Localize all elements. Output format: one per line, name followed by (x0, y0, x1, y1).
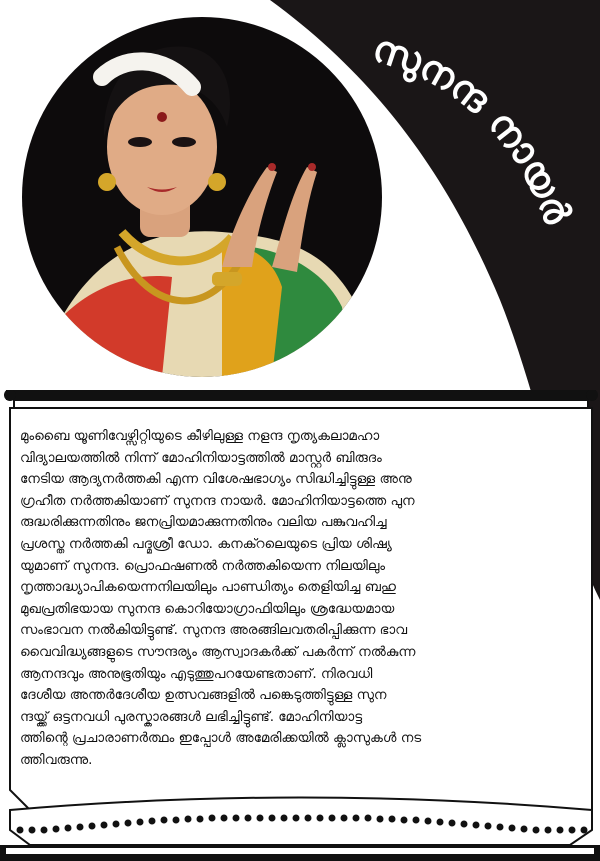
text-line: ത്തിന്റെ പ്രചാരാണർത്ഥം ഇപ്പോൾ അമേരിക്കയിൽ ക്ലാസുകൾ നട (20, 730, 422, 747)
text-line: ത്തിവരുന്നു. (20, 751, 93, 768)
text-line: മുഖപ്രതിഭയായ സുനന്ദ കൊറിയോഗ്രാഫിയിലും ശ്രദ്ധേയമായ (20, 600, 395, 617)
text-line: വൈവിദ്ധ്യങ്ങളുടെ സൗന്ദര്യം ആസ്വാദകർക്ക് പകർന്ന് നൽകുന്ന (20, 643, 416, 660)
text-line: ന്ദയ്ക്ക് ഒട്ടനവധി പുരസ്കാരങ്ങൾ ലഭിച്ചിട്ടുണ്ട്. മോഹിനിയാട്ട (20, 708, 363, 725)
text-line: പ്രശസ്ത നർത്തകി പദ്മശ്രീ ഡോ. കനക്റലെയുടെ പ്രിയ ശിഷ്യ (20, 535, 392, 552)
text-line: ഗ്രഹീത നർത്തകിയാണ് സുനന്ദ നായർ. മോഹിനിയാട്ടത്തെ പുന (20, 492, 415, 509)
text-line: രുദ്ധരിക്കുന്നതിനും ജനപ്രിയമാക്കുന്നതിനും വലിയ പങ്കുവഹിച്ച (20, 514, 387, 531)
text-line: സംഭാവന നൽകിയിട്ടുണ്ട്. സുനന്ദ അരങ്ങിലവതരിപ്പിക്കുന്ന ഭാവ (20, 622, 408, 639)
text-line: നേടിയ ആദ്യനർത്തകി എന്ന വിശേഷഭാഗ്യം സിദ്ധിച്ചിട്ടുള്ള അനു (20, 471, 412, 488)
text-line: വിദ്യാലയത്തിൽ നിന്ന് മോഹിനിയാട്ടത്തിൽ മാസ്റ്റർ ബിരുദം (20, 449, 382, 466)
text-line: മുംബൈ യൂണിവേഴ്സിറ്റിയുടെ കീഴിലുള്ള നളന്ദ നൃത്യകലാമഹാ (20, 428, 380, 444)
biography-text (20, 426, 534, 772)
text-scroll (0, 390, 600, 861)
text-line: നൃത്താദ്ധ്യാപികയെന്നനിലയിലും പാണ്ഡിത്യം തെളിയിച്ച ബഹു (20, 579, 396, 596)
text-line: യുമാണ് സുനന്ദ. പ്രൊഫഷണൽ നർത്തകിയെന്ന നിലയിലും (20, 557, 386, 574)
page-title-text: സുനന്ദ നായർ (367, 25, 580, 230)
page-title (367, 26, 580, 231)
text-line: ദേശീയ അന്തർദേശീയ ഉത്സവങ്ങളിൽ പങ്കെടുത്തിട്ടുള്ള സുന (20, 687, 387, 704)
text-line: ആനന്ദവും അനുഭൂതിയും എടുത്തുപറയേണ്ടതാണ്. നിരവധി (20, 665, 373, 682)
